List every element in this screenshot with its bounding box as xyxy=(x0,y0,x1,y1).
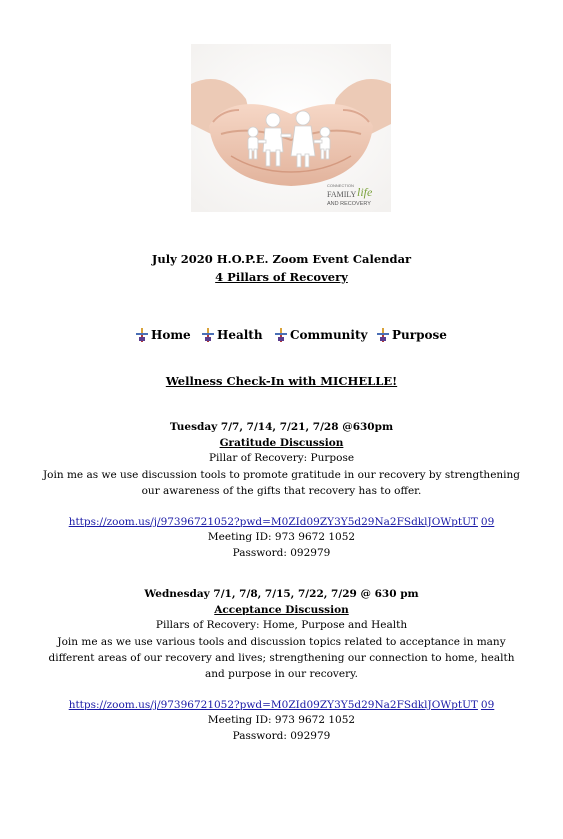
pillar-label: Purpose xyxy=(392,328,447,342)
pillar-community xyxy=(275,328,367,342)
cross-bullet-icon xyxy=(377,328,389,342)
cross-bullet-icon xyxy=(275,328,287,342)
event-date: Wednesday 7/1, 7/8, 7/15, 7/22, 7/29 @ 630 pm xyxy=(144,588,419,600)
meeting-password: Password: 092979 xyxy=(232,729,331,742)
pillars-row xyxy=(0,328,563,346)
event-description-line: Join me as we use discussion tools to promote gratitude in our recovery by strengthening xyxy=(42,468,521,481)
pillar-label: Home xyxy=(151,328,191,342)
event-pillars: Pillar of Recovery: Purpose xyxy=(208,452,355,464)
svg-text:FAMILY: FAMILY xyxy=(327,190,357,199)
svg-text:AND RECOVERY: AND RECOVERY xyxy=(327,201,371,207)
zoom-link[interactable]: https://zoom.us/j/97396721052?pwd=M0ZId09ZY3Y5d29Na2FSdklJOWptUT 09 xyxy=(68,515,495,528)
event-description-line: different areas of our recovery and lives; strengthening our connection to home, health xyxy=(48,651,515,664)
calendar-title: July 2020 H.O.P.E. Zoom Event Calendar xyxy=(151,252,412,266)
cross-bullet-icon xyxy=(202,328,214,342)
event-description-line: Join me as we use various tools and discussion topics related to acceptance in many xyxy=(57,635,506,648)
pillar-purpose xyxy=(377,328,447,342)
meeting-id: Meeting ID: 973 9672 1052 xyxy=(207,531,356,543)
pillar-health xyxy=(202,328,263,342)
svg-text:life: life xyxy=(357,185,373,199)
meeting-id: Meeting ID: 973 9672 1052 xyxy=(207,714,356,726)
section-title: Wellness Check-In with MICHELLE! xyxy=(165,374,398,388)
event-date: Tuesday 7/7, 7/14, 7/21, 7/28 @630pm xyxy=(169,421,394,433)
pillar-home xyxy=(136,328,191,342)
cross-bullet-icon xyxy=(136,328,148,342)
calendar-subtitle: 4 Pillars of Recovery xyxy=(215,270,348,284)
zoom-link[interactable]: https://zoom.us/j/97396721052?pwd=M0ZId09ZY3Y5d29Na2FSdklJOWptUT 09 xyxy=(68,698,495,711)
event-pillars: Pillars of Recovery: Home, Purpose and Health xyxy=(155,619,408,631)
svg-text:CONNECTION: CONNECTION xyxy=(327,183,354,188)
meeting-password: Password: 092979 xyxy=(232,546,331,559)
event-description-line: and purpose in our recovery. xyxy=(205,667,358,680)
event-description-line: our awareness of the gifts that recovery has to offer. xyxy=(141,484,422,497)
event-name: Gratitude Discussion xyxy=(219,436,344,449)
event-acceptance xyxy=(0,587,563,744)
event-gratitude xyxy=(0,420,563,561)
pillar-label: Community xyxy=(290,328,368,342)
hero-image xyxy=(191,44,391,212)
family-life-logo xyxy=(327,183,373,207)
pillar-label: Health xyxy=(217,328,263,342)
event-name: Acceptance Discussion xyxy=(214,603,349,616)
